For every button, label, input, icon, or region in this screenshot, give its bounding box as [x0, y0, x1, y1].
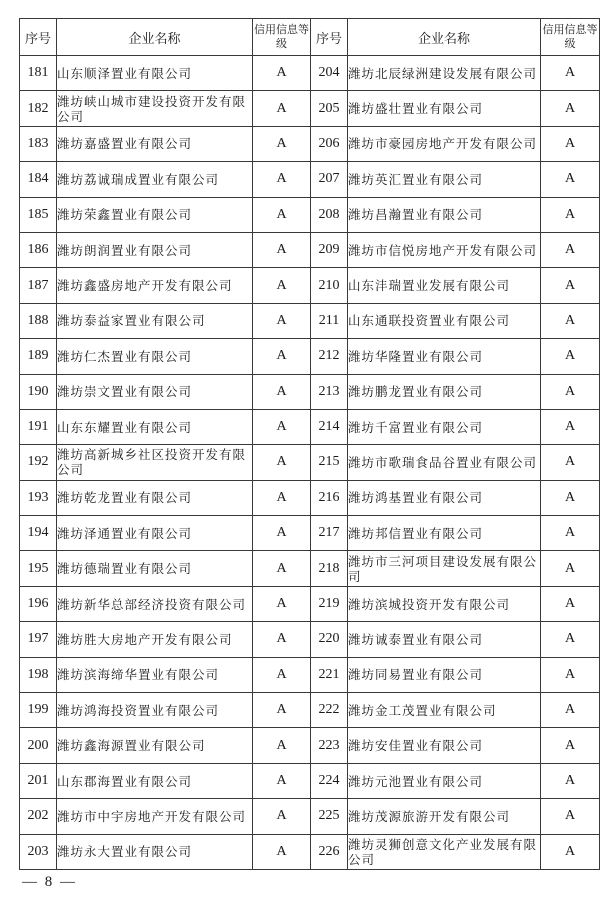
table-row [20, 799, 600, 834]
header-grade-right: 信用信息等级 [541, 19, 600, 56]
right-no-cell: 209 [311, 232, 348, 267]
left-grade-cell: A [253, 56, 311, 91]
left-company-name-cell: 潍坊荔诚瑞成置业有限公司 [57, 162, 253, 197]
left-grade-cell: A [253, 657, 311, 692]
right-grade-cell: A [541, 799, 600, 834]
table-row [20, 126, 600, 161]
right-grade-cell: A [541, 126, 600, 161]
right-grade-cell: A [541, 657, 600, 692]
left-grade-cell: A [253, 339, 311, 374]
left-no-cell: 202 [20, 799, 57, 834]
header-no-right: 序号 [311, 19, 348, 56]
table-row [20, 91, 600, 126]
right-grade-cell: A [541, 622, 600, 657]
right-grade-cell: A [541, 586, 600, 621]
table-row [20, 480, 600, 515]
right-company-name-cell: 潍坊千富置业有限公司 [348, 409, 541, 444]
left-grade-cell: A [253, 480, 311, 515]
table-row [20, 445, 600, 480]
left-no-cell: 186 [20, 232, 57, 267]
right-grade-cell: A [541, 197, 600, 232]
right-no-cell: 205 [311, 91, 348, 126]
left-company-name-cell: 潍坊市中宇房地产开发有限公司 [57, 799, 253, 834]
table-row [20, 232, 600, 267]
right-company-name-cell: 潍坊灵狮创意文化产业发展有限公司 [348, 834, 541, 869]
right-no-cell: 207 [311, 162, 348, 197]
right-company-name-cell: 潍坊英汇置业有限公司 [348, 162, 541, 197]
table-body [20, 56, 600, 870]
left-no-cell: 193 [20, 480, 57, 515]
right-company-name-cell: 潍坊市三河项目建设发展有限公司 [348, 551, 541, 586]
left-grade-cell: A [253, 516, 311, 551]
left-no-cell: 200 [20, 728, 57, 763]
right-no-cell: 218 [311, 551, 348, 586]
left-company-name-cell: 潍坊朗润置业有限公司 [57, 232, 253, 267]
right-grade-cell: A [541, 763, 600, 798]
right-no-cell: 215 [311, 445, 348, 480]
left-grade-cell: A [253, 268, 311, 303]
left-grade-cell: A [253, 622, 311, 657]
right-grade-cell: A [541, 551, 600, 586]
left-grade-cell: A [253, 409, 311, 444]
table-row [20, 586, 600, 621]
right-no-cell: 217 [311, 516, 348, 551]
left-company-name-cell: 潍坊德瑞置业有限公司 [57, 551, 253, 586]
left-grade-cell: A [253, 197, 311, 232]
left-company-name-cell: 潍坊新华总部经济投资有限公司 [57, 586, 253, 621]
table-row [20, 303, 600, 338]
right-no-cell: 204 [311, 56, 348, 91]
right-no-cell: 222 [311, 693, 348, 728]
right-grade-cell: A [541, 232, 600, 267]
right-grade-cell: A [541, 409, 600, 444]
right-no-cell: 221 [311, 657, 348, 692]
left-company-name-cell: 山东东耀置业有限公司 [57, 409, 253, 444]
header-no-left: 序号 [20, 19, 57, 56]
table-row [20, 657, 600, 692]
left-company-name-cell: 潍坊鑫海源置业有限公司 [57, 728, 253, 763]
right-no-cell: 226 [311, 834, 348, 869]
right-no-cell: 206 [311, 126, 348, 161]
right-no-cell: 216 [311, 480, 348, 515]
left-grade-cell: A [253, 91, 311, 126]
table-row [20, 374, 600, 409]
right-no-cell: 208 [311, 197, 348, 232]
left-no-cell: 194 [20, 516, 57, 551]
left-no-cell: 197 [20, 622, 57, 657]
right-grade-cell: A [541, 834, 600, 869]
right-company-name-cell: 潍坊安佳置业有限公司 [348, 728, 541, 763]
right-grade-cell: A [541, 374, 600, 409]
table-row [20, 409, 600, 444]
header-name-right: 企业名称 [348, 19, 541, 56]
right-company-name-cell: 潍坊元池置业有限公司 [348, 763, 541, 798]
right-company-name-cell: 山东通联投资置业有限公司 [348, 303, 541, 338]
right-company-name-cell: 潍坊诚泰置业有限公司 [348, 622, 541, 657]
right-no-cell: 223 [311, 728, 348, 763]
table-header-row [20, 19, 600, 56]
table-row [20, 516, 600, 551]
right-no-cell: 224 [311, 763, 348, 798]
left-grade-cell: A [253, 126, 311, 161]
left-no-cell: 189 [20, 339, 57, 374]
right-grade-cell: A [541, 516, 600, 551]
table-row [20, 551, 600, 586]
table-row [20, 56, 600, 91]
right-grade-cell: A [541, 162, 600, 197]
header-grade-left: 信用信息等级 [253, 19, 311, 56]
left-company-name-cell: 潍坊峡山城市建设投资开发有限公司 [57, 91, 253, 126]
right-company-name-cell: 山东沣瑞置业发展有限公司 [348, 268, 541, 303]
left-no-cell: 183 [20, 126, 57, 161]
left-no-cell: 192 [20, 445, 57, 480]
header-name-left: 企业名称 [57, 19, 253, 56]
left-company-name-cell: 山东顺泽置业有限公司 [57, 56, 253, 91]
left-company-name-cell: 潍坊乾龙置业有限公司 [57, 480, 253, 515]
left-no-cell: 198 [20, 657, 57, 692]
right-company-name-cell: 潍坊金工茂置业有限公司 [348, 693, 541, 728]
right-company-name-cell: 潍坊同易置业有限公司 [348, 657, 541, 692]
right-grade-cell: A [541, 303, 600, 338]
table-row [20, 162, 600, 197]
right-company-name-cell: 潍坊市歌瑞食品谷置业有限公司 [348, 445, 541, 480]
left-company-name-cell: 潍坊崇文置业有限公司 [57, 374, 253, 409]
right-company-name-cell: 潍坊鸿基置业有限公司 [348, 480, 541, 515]
left-company-name-cell: 潍坊永大置业有限公司 [57, 834, 253, 869]
left-no-cell: 203 [20, 834, 57, 869]
left-no-cell: 196 [20, 586, 57, 621]
right-company-name-cell: 潍坊滨城投资开发有限公司 [348, 586, 541, 621]
left-no-cell: 181 [20, 56, 57, 91]
right-no-cell: 213 [311, 374, 348, 409]
left-no-cell: 195 [20, 551, 57, 586]
right-company-name-cell: 潍坊市豪园房地产开发有限公司 [348, 126, 541, 161]
left-company-name-cell: 潍坊胜大房地产开发有限公司 [57, 622, 253, 657]
right-grade-cell: A [541, 693, 600, 728]
table-row [20, 197, 600, 232]
left-grade-cell: A [253, 799, 311, 834]
left-grade-cell: A [253, 763, 311, 798]
left-grade-cell: A [253, 586, 311, 621]
left-grade-cell: A [253, 551, 311, 586]
left-company-name-cell: 潍坊鑫盛房地产开发有限公司 [57, 268, 253, 303]
left-no-cell: 190 [20, 374, 57, 409]
credit-rating-table [19, 18, 600, 870]
right-grade-cell: A [541, 728, 600, 763]
page-number: — 8 — [22, 874, 77, 890]
left-company-name-cell: 潍坊嘉盛置业有限公司 [57, 126, 253, 161]
right-no-cell: 219 [311, 586, 348, 621]
left-grade-cell: A [253, 728, 311, 763]
left-company-name-cell: 潍坊荣鑫置业有限公司 [57, 197, 253, 232]
left-no-cell: 182 [20, 91, 57, 126]
left-company-name-cell: 潍坊鸿海投资置业有限公司 [57, 693, 253, 728]
left-grade-cell: A [253, 162, 311, 197]
left-company-name-cell: 潍坊高新城乡社区投资开发有限公司 [57, 445, 253, 480]
right-grade-cell: A [541, 91, 600, 126]
left-no-cell: 201 [20, 763, 57, 798]
left-no-cell: 187 [20, 268, 57, 303]
left-grade-cell: A [253, 693, 311, 728]
left-no-cell: 188 [20, 303, 57, 338]
right-grade-cell: A [541, 445, 600, 480]
right-no-cell: 210 [311, 268, 348, 303]
table-row [20, 728, 600, 763]
right-grade-cell: A [541, 339, 600, 374]
left-grade-cell: A [253, 374, 311, 409]
left-grade-cell: A [253, 303, 311, 338]
right-company-name-cell: 潍坊茂源旅游开发有限公司 [348, 799, 541, 834]
left-company-name-cell: 潍坊泰益家置业有限公司 [57, 303, 253, 338]
right-company-name-cell: 潍坊北辰绿洲建设发展有限公司 [348, 56, 541, 91]
right-company-name-cell: 潍坊盛壮置业有限公司 [348, 91, 541, 126]
right-no-cell: 225 [311, 799, 348, 834]
right-no-cell: 211 [311, 303, 348, 338]
left-grade-cell: A [253, 232, 311, 267]
left-company-name-cell: 潍坊泽通置业有限公司 [57, 516, 253, 551]
right-no-cell: 214 [311, 409, 348, 444]
table-row [20, 693, 600, 728]
right-grade-cell: A [541, 268, 600, 303]
left-grade-cell: A [253, 445, 311, 480]
left-company-name-cell: 山东郡海置业有限公司 [57, 763, 253, 798]
left-no-cell: 185 [20, 197, 57, 232]
right-company-name-cell: 潍坊华隆置业有限公司 [348, 339, 541, 374]
right-company-name-cell: 潍坊市信悦房地产开发有限公司 [348, 232, 541, 267]
table-row [20, 834, 600, 869]
table-row [20, 763, 600, 798]
left-company-name-cell: 潍坊仁杰置业有限公司 [57, 339, 253, 374]
left-no-cell: 184 [20, 162, 57, 197]
right-grade-cell: A [541, 480, 600, 515]
right-grade-cell: A [541, 56, 600, 91]
right-company-name-cell: 潍坊鹏龙置业有限公司 [348, 374, 541, 409]
table-row [20, 339, 600, 374]
table-row [20, 622, 600, 657]
right-company-name-cell: 潍坊昌瀚置业有限公司 [348, 197, 541, 232]
table-row [20, 268, 600, 303]
right-no-cell: 212 [311, 339, 348, 374]
left-no-cell: 191 [20, 409, 57, 444]
right-no-cell: 220 [311, 622, 348, 657]
right-company-name-cell: 潍坊邦信置业有限公司 [348, 516, 541, 551]
credit-rating-table-page [19, 18, 599, 870]
left-company-name-cell: 潍坊滨海缔华置业有限公司 [57, 657, 253, 692]
left-no-cell: 199 [20, 693, 57, 728]
left-grade-cell: A [253, 834, 311, 869]
